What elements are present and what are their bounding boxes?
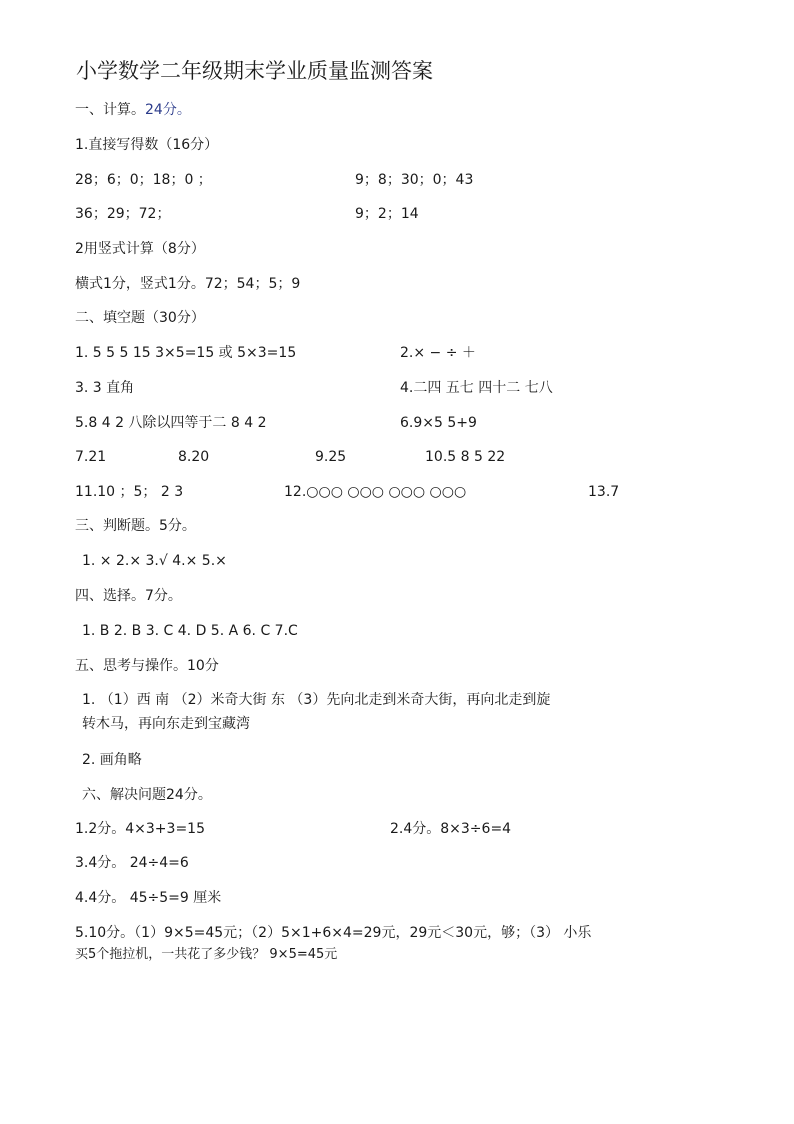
s5-q1-line1: 1. （1）西 南 （2）米奇大街 东 （3）先向北走到米奇大街，再向北走到旋 (82, 692, 551, 708)
s6-q5-line1: 5.10分。（1）9×5=45元；（2）5×1+6×4=29元，29元＜30元，够；（3） 小乐 (75, 925, 592, 941)
s1-row3: 横式1分，竖式1分。72；54；5；9 (75, 276, 301, 292)
section-3-heading: 三、判断题。5分。 (75, 518, 196, 534)
s2-q1: 1. 5 5 5 15 3×5=15 或 5×3=15 (75, 345, 297, 361)
s2-q11: 11.10 ；5； 2 3 (75, 484, 184, 500)
s2-q5: 5.8 4 2 八除以四等于二 8 4 2 (75, 415, 267, 431)
s1-row2-right: 9；2；14 (355, 206, 419, 222)
s1-row1-left: 28；6；0；18；0 ； (75, 172, 212, 188)
s1-row2-left: 36；29；72； (75, 206, 171, 222)
s2-q6: 6.9×5 5+9 (400, 415, 477, 431)
s6-q3: 3.4分。 24÷4=6 (75, 855, 189, 871)
section-1-heading (75, 101, 191, 119)
section-1-score: 24分。 (145, 102, 191, 118)
s6-q2: 2.4分。8×3÷6=4 (390, 821, 512, 837)
s3-answers: 1. × 2.× 3.√ 4.× 5.× (82, 553, 227, 569)
s2-q3: 3. 3 直角 (75, 380, 135, 396)
s2-q2: 2.× − ÷ ＋ (400, 345, 476, 361)
s2-q4: 4.二四 五七 四十二 七八 (400, 380, 553, 396)
s6-q1: 1.2分。4×3+3=15 (75, 821, 205, 837)
s2-q10: 10.5 8 5 22 (425, 449, 506, 465)
s1-sub2: 2用竖式计算（8分） (75, 241, 205, 257)
section-5-heading: 五、思考与操作。10分 (75, 658, 219, 674)
section-4-heading: 四、选择。7分。 (75, 588, 182, 604)
section-2-heading: 二、填空题（30分） (75, 310, 205, 326)
section-1-label: 一、计算。 (75, 102, 145, 118)
s1-row1-right: 9；8；30；0；43 (355, 172, 474, 188)
page-title: 小学数学二年级期末学业质量监测答案 (76, 59, 433, 83)
s5-q2: 2. 画角略 (82, 752, 142, 768)
section-6-heading: 六、解决问题24分。 (82, 787, 212, 803)
s1-sub1: 1.直接写得数（16分） (75, 137, 219, 153)
s2-q13: 13.7 (588, 484, 620, 500)
s6-q5-line2: 买5个拖拉机，一共花了多少钱？ 9×5=45元 (75, 947, 338, 962)
s2-q8: 8.20 (178, 449, 210, 465)
s5-q1-line2: 转木马，再向东走到宝藏湾 (82, 716, 250, 732)
s2-q9: 9.25 (315, 449, 347, 465)
s2-q7: 7.21 (75, 449, 107, 465)
s2-q12: 12.○○○ ○○○ ○○○ ○○○ (284, 484, 467, 500)
s4-answers: 1. B 2. B 3. C 4. D 5. A 6. C 7.C (82, 623, 298, 639)
s6-q4: 4.4分。 45÷5=9 厘米 (75, 890, 222, 906)
